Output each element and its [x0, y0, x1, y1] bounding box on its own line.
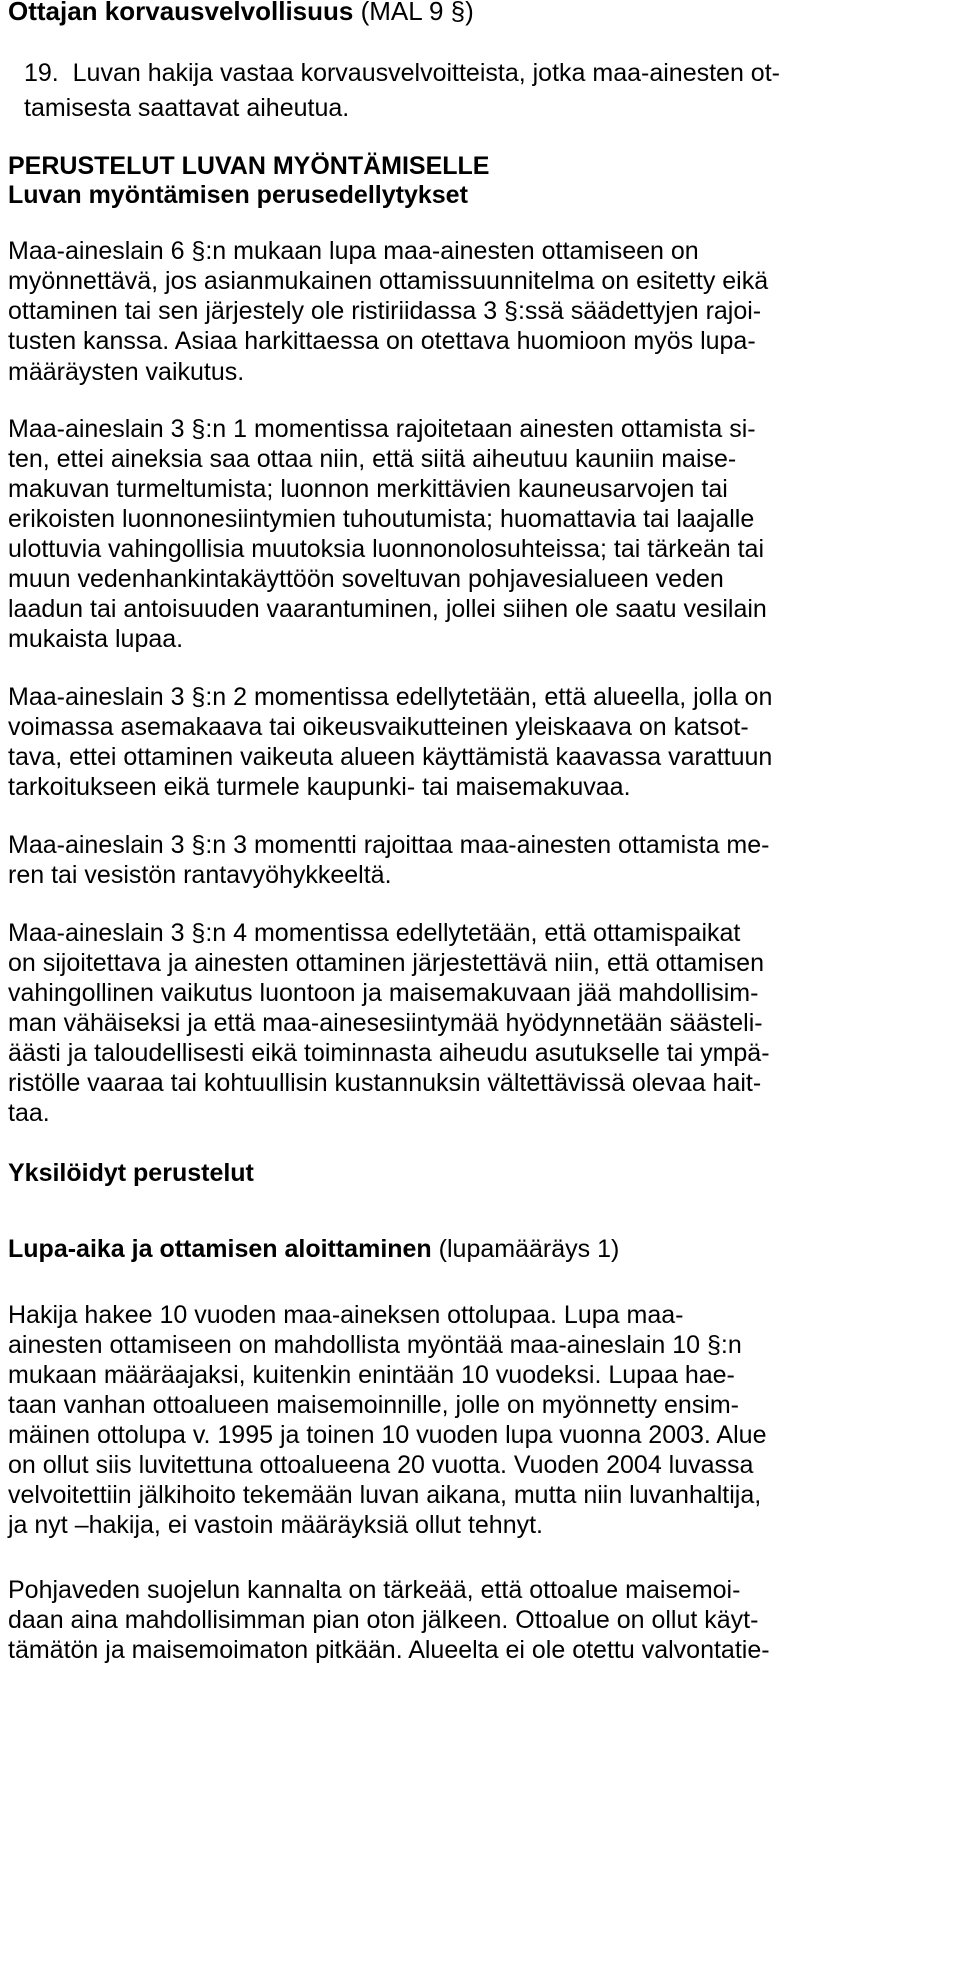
paragraph-line: Maa-aineslain 3 §:n 3 momentti rajoittaa maa-ainesten ottamista me- — [8, 831, 770, 859]
paragraph-line: ainesten ottamiseen on mahdollista myöntää maa-aineslain 10 §:n — [8, 1331, 742, 1359]
paragraph-line: man vähäiseksi ja että maa-ainesesiintymää hyödynnetään säästeli- — [8, 1009, 763, 1037]
paragraph-line: mäinen ottolupa v. 1995 ja toinen 10 vuoden lupa vuonna 2003. Alue — [8, 1421, 767, 1449]
paragraph-line: Pohjaveden suojelun kannalta on tärkeää, että ottoalue maisemoi- — [8, 1576, 741, 1604]
paragraph-line: Maa-aineslain 6 §:n mukaan lupa maa-ainesten ottamiseen on — [8, 237, 699, 265]
paragraph-line: taa. — [8, 1099, 50, 1127]
paragraph-line: ottaminen tai sen järjestely ole ristiriidassa 3 §:ssä säädettyjen rajoi- — [8, 297, 762, 325]
paragraph-line: daan aina mahdollisimman pian oton jälkeen. Ottoalue on ollut käyt- — [8, 1606, 759, 1634]
paragraph-line: velvoitettiin jälkihoito tekemään luvan aikana, mutta niin luvanhaltija, — [8, 1481, 762, 1509]
paragraph-line: on ollut siis luvitettuna ottoalueena 20 vuotta. Vuoden 2004 luvassa — [8, 1451, 754, 1479]
paragraph-line: myönnettävä, jos asianmukainen ottamissuunnitelma on esitetty eikä — [8, 267, 769, 295]
paragraph-line: Maa-aineslain 3 §:n 4 momentissa edellytetään, että ottamispaikat — [8, 919, 741, 947]
paragraph-line: tarkoitukseen eikä turmele kaupunki- tai maisemakuvaa. — [8, 773, 631, 801]
paragraph-line: ren tai vesistön rantavyöhykkeeltä. — [8, 861, 392, 889]
paragraph-line: mukaan määräajaksi, kuitenkin enintään 10 vuodeksi. Lupaa hae- — [8, 1361, 735, 1389]
item-19-line: 19. Luvan hakija vastaa korvausvelvoitteista, jotka maa-ainesten ot- — [24, 59, 780, 87]
item-19-line: tamisesta saattavat aiheutua. — [24, 94, 350, 122]
paragraph-line: ja nyt –hakija, ei vastoin määräyksiä ollut tehnyt. — [8, 1511, 543, 1539]
page-heading — [8, 0, 474, 28]
paragraph-line: on sijoitettava ja ainesten ottaminen järjestettävä niin, että ottamisen — [8, 949, 764, 977]
paragraph-line: laadun tai antoisuuden vaarantuminen, jollei siihen ole saatu vesilain — [8, 595, 767, 623]
paragraph-line: erikoisten luonnonesiintymien tuhoutumista; huomattavia tai laajalle — [8, 505, 755, 533]
paragraph-line: ristölle vaaraa tai kohtuullisin kustannuksin vältettävissä olevaa hait- — [8, 1069, 762, 1097]
paragraph-line: tava, ettei ottaminen vaikeuta alueen käyttämistä kaavassa varattuun — [8, 743, 773, 771]
paragraph-line: määräysten vaikutus. — [8, 358, 245, 386]
paragraph-line: ulottuvia vahingollisia muutoksia luonnonolosuhteissa; tai tärkeän tai — [8, 535, 765, 563]
paragraph-line: ten, ettei aineksia saa ottaa niin, että siitä aiheutuu kauniin maise- — [8, 445, 737, 473]
section-subtitle: Luvan myöntämisen perusedellytykset — [8, 181, 468, 209]
paragraph-line: mukaista lupaa. — [8, 625, 184, 653]
lupa-aika-title: Lupa-aika ja ottamisen aloittaminen — [8, 1235, 432, 1263]
paragraph-line: voimassa asemakaava tai oikeusvaikutteinen yleiskaava on katsot- — [8, 713, 749, 741]
paragraph-line: Hakija hakee 10 vuoden maa-aineksen ottolupaa. Lupa maa- — [8, 1301, 684, 1329]
paragraph-line: Maa-aineslain 3 §:n 1 momentissa rajoitetaan ainesten ottamista si- — [8, 415, 756, 443]
paragraph-line: tusten kanssa. Asiaa harkittaessa on otettava huomioon myös lupa- — [8, 327, 756, 355]
paragraph-line: Maa-aineslain 3 §:n 2 momentissa edellytetään, että alueella, jolla on — [8, 683, 773, 711]
heading-section-ref: (MAL 9 §) — [353, 0, 474, 26]
paragraph-line: vahingollinen vaikutus luontoon ja maisemakuvaan jää mahdollisim- — [8, 979, 759, 1007]
lupa-aika-heading — [8, 1232, 619, 1266]
paragraph-line: muun vedenhankintakäyttöön soveltuvan pohjavesialueen veden — [8, 565, 724, 593]
paragraph-line: makuvan turmeltumista; luonnon merkittävien kauneusarvojen tai — [8, 475, 728, 503]
paragraph-line: taan vanhan ottoalueen maisemoinnille, jolle on myönnetty ensim- — [8, 1391, 739, 1419]
subsection-title: Yksilöidyt perustelut — [8, 1159, 254, 1187]
paragraph-line: äästi ja taloudellisesti eikä toiminnasta aiheudu asutukselle tai ympä- — [8, 1039, 770, 1067]
paragraph-line: tämätön ja maisemoimaton pitkään. Alueelta ei ole otettu valvontatie- — [8, 1636, 770, 1664]
lupa-aika-reference: (lupamääräys 1) — [431, 1235, 620, 1263]
section-title: PERUSTELUT LUVAN MYÖNTÄMISELLE — [8, 152, 490, 180]
heading-title: Ottajan korvausvelvollisuus — [8, 0, 354, 26]
